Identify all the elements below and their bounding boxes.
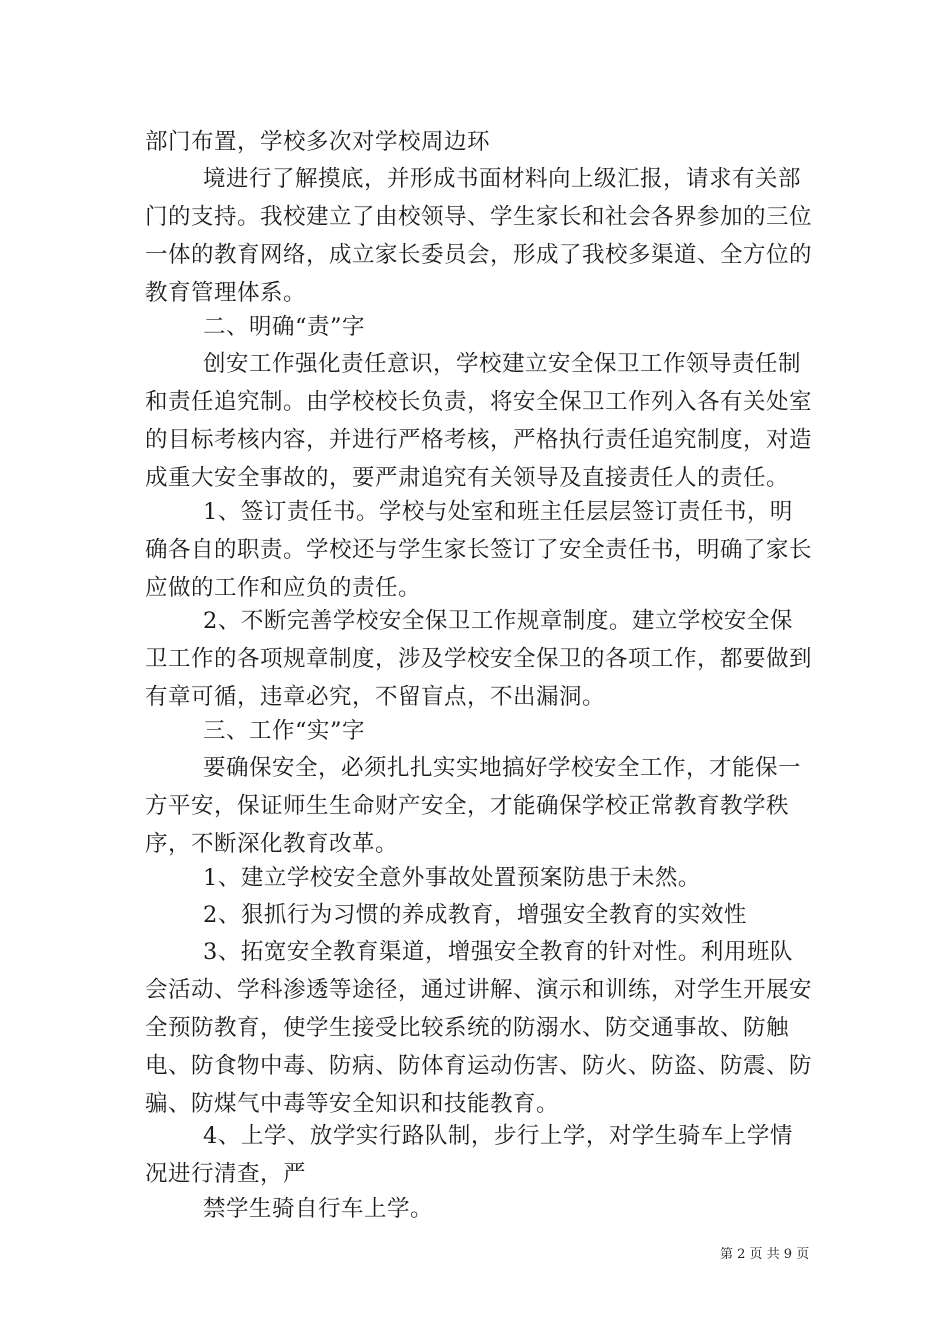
paragraph-responsibility: 创安工作强化责任意识，学校建立安全保卫工作领导责任制和责任追究制。由学校校长负责，将安全保卫工作列入各有关处室的目标考核内容，并进行严格考核，严格执行责任追究制度，对造成重大安全事故的，要严肃追究有关领导及直接责任人的责任。 — [145, 351, 813, 491]
paragraph-bicycle-ban: 禁学生骑自行车上学。 — [203, 1196, 434, 1222]
paragraph-practical: 要确保安全，必须扎扎实实地搞好学校安全工作，才能保一方平安，保证师生生命财产安全，才能确保学校正常教育教学秩序，不断深化教育改革。 — [145, 755, 802, 857]
heading-responsibility: 二、明确“责”字 — [203, 314, 366, 340]
heading-practical: 三、工作“实”字 — [203, 718, 366, 744]
paragraph-item-1-emergency-plan: 1、建立学校安全意外事故处置预案防患于未然。 — [203, 865, 701, 891]
paragraph-intro-fragment: 部门布置，学校多次对学校周边环 — [145, 129, 491, 155]
paragraph-item-4-route-teams: 4、上学、放学实行路队制，步行上学，对学生骑车上学情况进行清查，严 — [145, 1123, 793, 1187]
paragraph-item-1-responsibility-letter: 1、签订责任书。学校与处室和班主任层层签订责任书，明确各自的职责。学校还与学生家长签订了安全责任书，明确了家长应做的工作和应负的责任。 — [145, 499, 813, 601]
page-number-footer: 第 2 页 共 9 页 — [720, 1247, 810, 1262]
paragraph-support: 境进行了解摸底，并形成书面材料向上级汇报，请求有关部门的支持。我校建立了由校领导、学生家长和社会各界参加的三位一体的教育网络，成立家长委员会，形成了我校多渠道、全方位的教育管理体系。 — [145, 166, 813, 306]
paragraph-item-3-channels: 3、拓宽安全教育渠道，增强安全教育的针对性。利用班队会活动、学科渗透等途径，通过讲解、演示和训练，对学生开展安全预防教育，使学生接受比较系统的防溺水、防交通事故、防触电、防食物中毒、防病、防体育运动伤害、防火、防盗、防震、防骗、防煤气中毒等安全知识和技能教育。 — [145, 939, 813, 1117]
paragraph-item-2-regulations: 2、不断完善学校安全保卫工作规章制度。建立学校安全保卫工作的各项规章制度，涉及学校安全保卫的各项工作，都要做到有章可循，违章必究，不留盲点，不出漏洞。 — [145, 608, 813, 710]
paragraph-item-2-habits: 2、狠抓行为习惯的养成教育，增强安全教育的实效性 — [203, 902, 747, 928]
